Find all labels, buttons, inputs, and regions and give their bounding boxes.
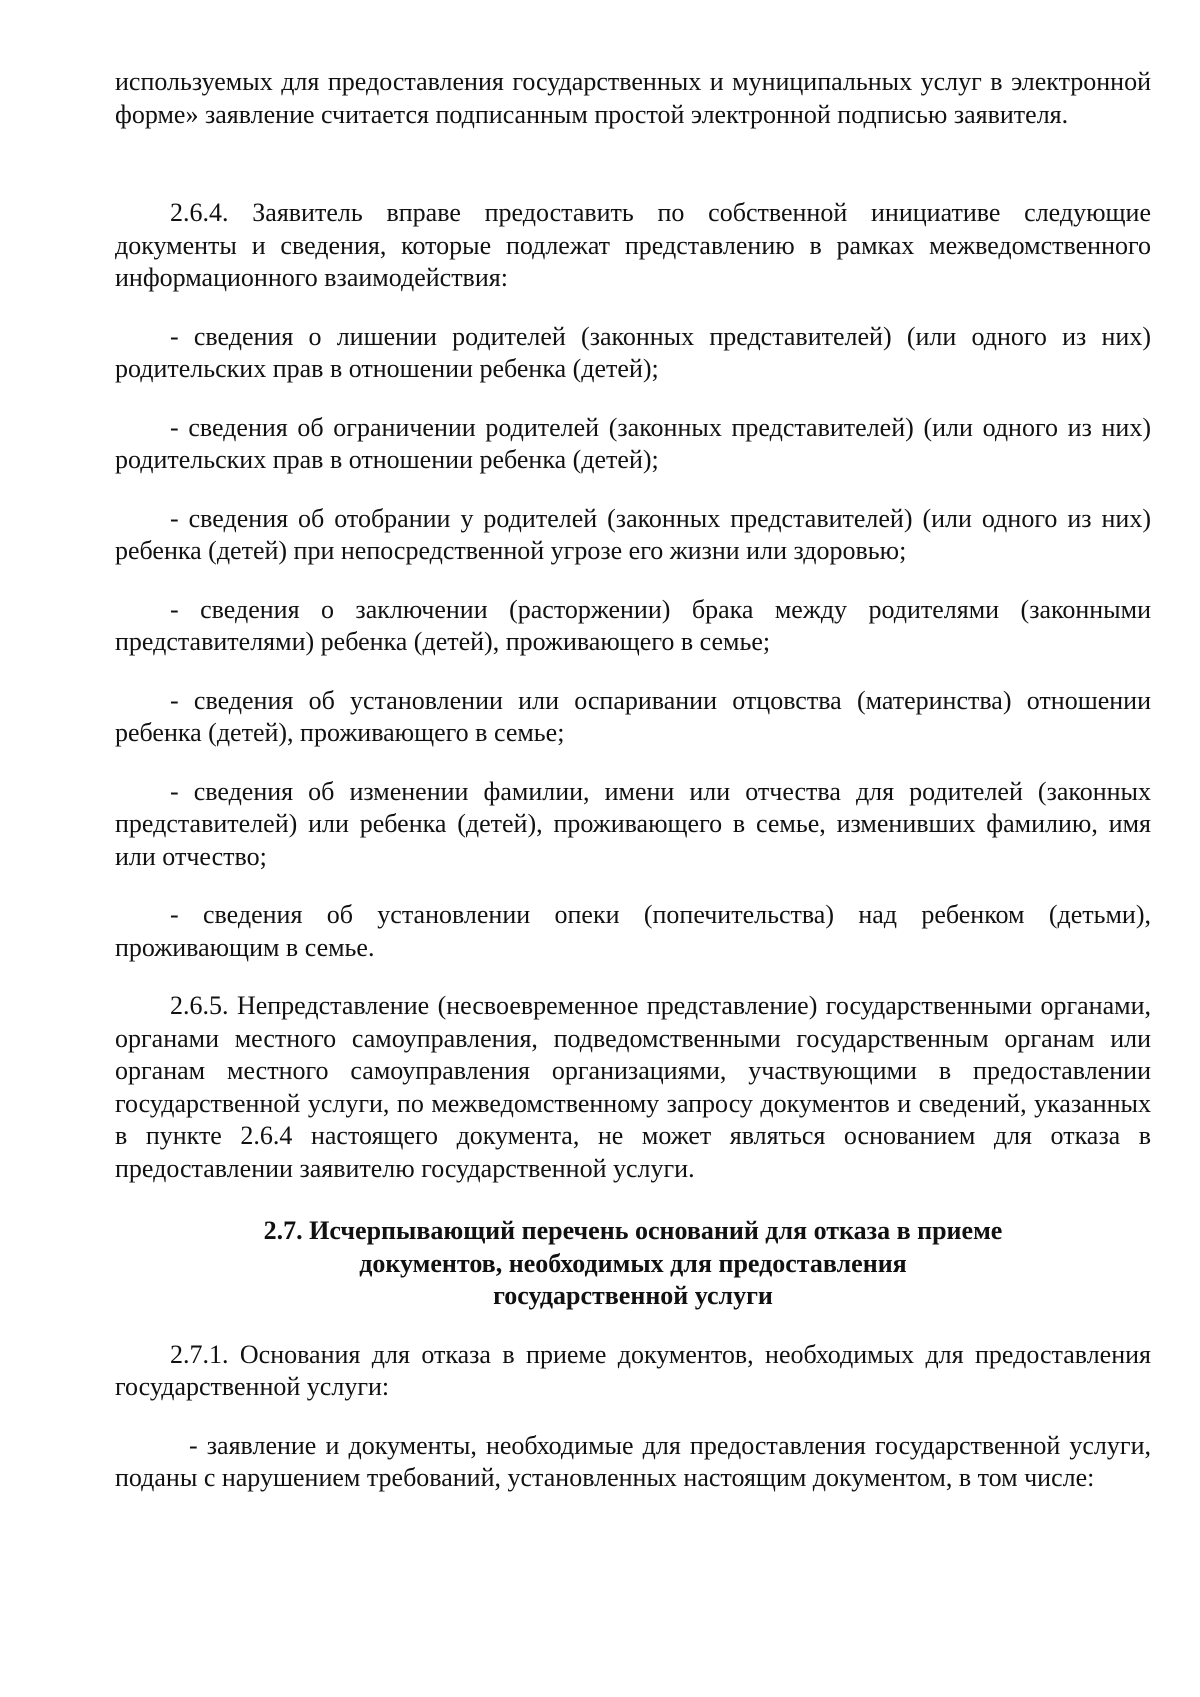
paragraph-2-7-1: 2.7.1. Основания для отказа в приеме документов, необходимых для предоставления государственной услуги: bbox=[115, 1339, 1151, 1401]
heading-line: документов, необходимых для предоставления bbox=[359, 1248, 907, 1278]
list-item: - сведения об установлении опеки (попечительства) над ребенком (детьми), проживающим в семье. bbox=[115, 900, 1151, 962]
list-item: - сведения о лишении родителей (законных представителей) (или одного из них) родительских прав в отношении ребенка (детей); bbox=[115, 321, 1151, 383]
list-item: - сведения об отобрании у родителей (законных представителей) (или одного из них) ребенка (детей) при непосредственной угрозе его жизни или здоровью; bbox=[115, 503, 1151, 565]
list-item: - сведения об изменении фамилии, имени или отчества для родителей (законных представителей) или ребенка (детей), проживающего в семье, изменивших фамилию, имя или отчество; bbox=[115, 776, 1151, 871]
document-page bbox=[115, 66, 1151, 1495]
paragraph-2-6-4: 2.6.4. Заявитель вправе предоставить по собственной инициативе следующие документы и сведения, которые подлежат представлению в рамках межведомственного информационного взаимодействия: bbox=[115, 198, 1151, 292]
paragraph-last: - заявление и документы, необходимые для предоставления государственной услуги, поданы с нарушением требований, установленных настоящим документом, в том числе: bbox=[115, 1430, 1151, 1492]
list-item: - сведения об ограничении родителей (законных представителей) (или одного из них) родительских прав в отношении ребенка (детей); bbox=[115, 412, 1151, 474]
heading-line: 2.7. Исчерпывающий перечень оснований для отказа в приеме bbox=[263, 1216, 1003, 1245]
section-heading-2-7 bbox=[115, 1215, 1151, 1313]
heading-line: государственной услуги bbox=[493, 1281, 773, 1310]
list-item: - сведения об установлении или оспаривании отцовства (материнства) отношении ребенка (детей), проживающего в семье; bbox=[115, 685, 1151, 747]
list-item: - сведения о заключении (расторжении) брака между родителями (законными представителями) ребенка (детей), проживающего в семье; bbox=[115, 594, 1151, 656]
paragraph-2-6-5: 2.6.5. Непредставление (несвоевременное представление) государственными органами, органами местного самоуправления, подведомственными государственным органам или органам местного самоуправления организациями, участвующими в предоставлении государственной услуги, по межведомственному запросу документов и сведений, указанных в пункте 2.6.4 настоящего документа, не может являться основанием для отказа в предоставлении заявителю государственной услуги. bbox=[115, 991, 1151, 1183]
paragraph-intro: используемых для предоставления государственных и муниципальных услуг в электронной форме» заявление считается подписанным простой электронной подписью заявителя. bbox=[115, 67, 1151, 129]
